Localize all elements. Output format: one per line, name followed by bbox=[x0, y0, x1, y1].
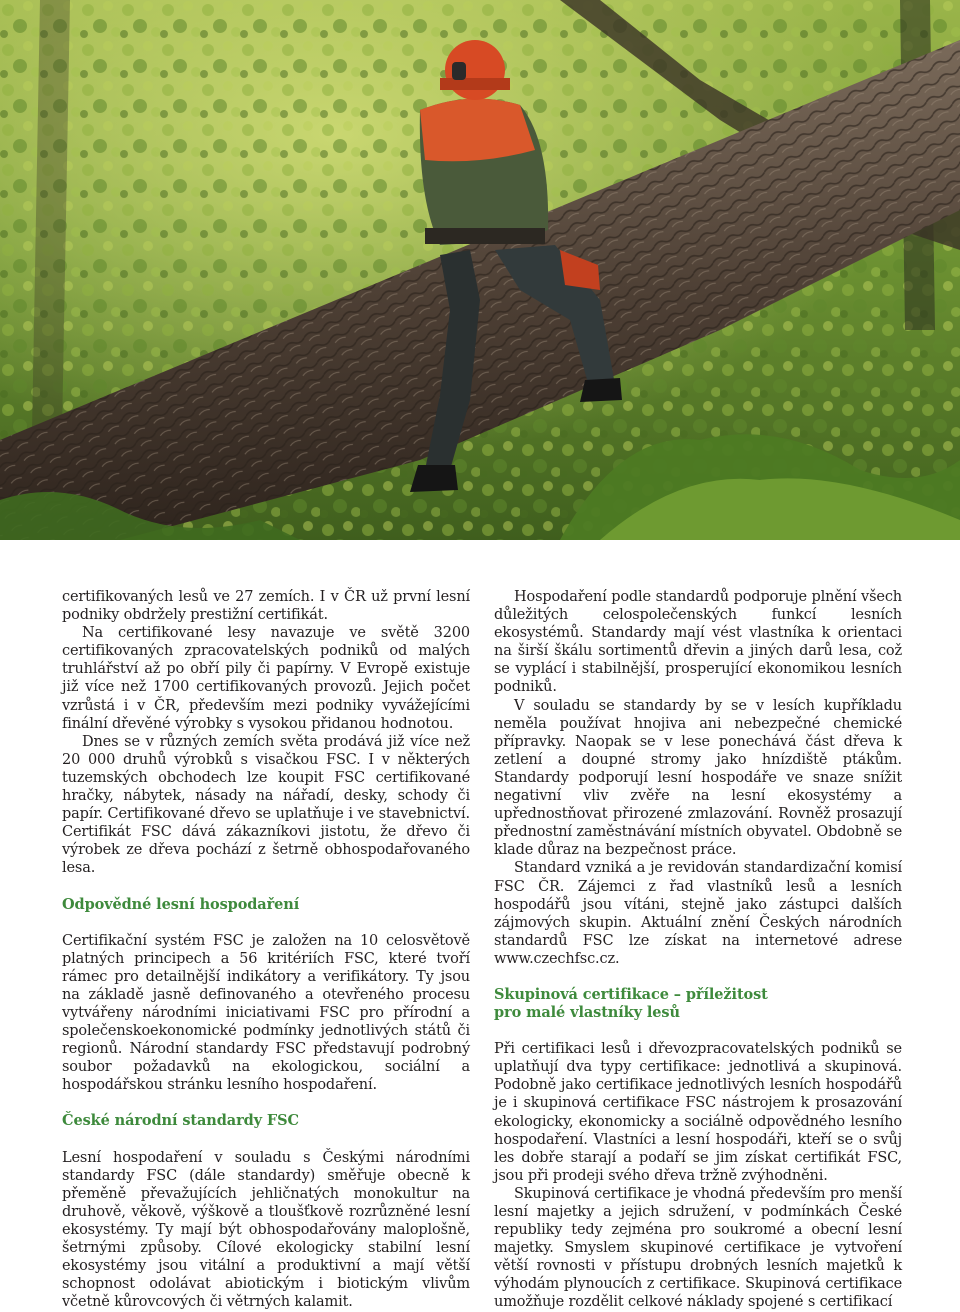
heading-czech-standards: České národní standardy FSC bbox=[62, 1112, 299, 1130]
heading-group-certification-line2: pro malé vlastníky lesů bbox=[494, 1004, 680, 1022]
heading-group-certification-line1: Skupinová certifikace – příležitost bbox=[494, 985, 768, 1003]
photo-illustration bbox=[0, 0, 960, 540]
right-paragraph-1: Hospodaření podle standardů podporuje plnění všech důležitých celospolečenských funkcí lesních ekosystémů. Standardy mají vést vlastníka k orientaci na širší škálu sortimentů dřevin a jiných darů lesa, což se vyplácí i stabilnější, prosperující ekonomikou lesních podniků. bbox=[494, 589, 902, 696]
forest-logging-photo bbox=[0, 0, 960, 540]
right-paragraph-2: V souladu se standardy by se v lesích kupříkladu neměla používat hnojiva ani nebezpečné chemické přípravky. Naopak se v lese ponechává část dřeva k zetlení a doupné stromy jako hnízdiště ptákům. Standardy podporují lesní hospodáře ve snaze snížit negativní vliv zvěře na lesní ekosystémy a upřednostňovat přirozené zmlazování. Rovněž prosazují přednostní zaměstnávání místních obyvatel. Obdobně se klade důraz na bezpečnost práce. bbox=[494, 697, 902, 859]
left-paragraph-1: certifikovaných lesů ve 27 zemích. I v ČR už první lesní podniky obdržely prestižní certifikát. bbox=[62, 589, 470, 624]
left-paragraph-3: Dnes se v různých zemích světa prodává již více než 20 000 druhů výrobků s visačkou FSC. I v některých tuzemských obchodech lze koupit FSC certifikované hračky, nábytek, násady na nářadí, desky, schody či papír. Certifikované dřevo se uplatňuje i ve stavebnictví. Certifikát FSC dává zákazníkovi jistotu, že dřevo či výrobek ze dřeva pochází z šetrně obhospodařovaného lesa. bbox=[62, 733, 470, 877]
right-paragraph-5: Skupinová certifikace je vhodná především pro menší lesní majetky a jejich sdružení, v podmínkách České republiky tedy zejména pro soukromé a obecní lesní majetky. Smyslem skupinové certifikace je vytvoření větší rovnosti v přístupu drobných lesních majetků k výhodám plynoucích z certifikace. Skupinová certifikace umožňuje rozdělit celkové náklady spojené s certifikací bbox=[494, 1185, 902, 1311]
left-column bbox=[62, 588, 470, 1311]
heading-responsible-forestry: Odpovědné lesní hospodaření bbox=[62, 895, 300, 913]
left-paragraph-2: Na certifikované lesy navazuje ve světě 3200 certifikovaných zpracovatelských podniků od malých truhlářství až po obří pily či papírny. V Evropě existuje již více než 1700 certifikovaných provozů. Jejich počet vzrůstá i v ČR, především mezi podniky vyvážejícími finální dřevěné výrobky s vysokou přidanou hodnotou. bbox=[62, 625, 470, 732]
right-paragraph-4: Při certifikaci lesů i dřevozpracovatelských podniků se uplatňují dva typy certifikace: jednotlivá a skupinová. Podobně jako certifikace jednotlivých lesních hospodářů je i skupinová certifikace FSC nástrojem k prosazování ekologicky, ekonomicky a sociálně odpovědného lesního hospodaření. Vlastníci a lesní hospodáři, kteří se o svůj les dobře starají a podaří se jim získat certifikát FSC, jsou při prodeji svého dřeva tržně zvýhodněni. bbox=[494, 1041, 902, 1184]
right-column bbox=[494, 588, 902, 1312]
left-paragraph-5: Lesní hospodaření v souladu s Českými národními standardy FSC (dále standardy) směřuje obecně k přeměně převažujících jehličnatých monokultur na druhově, věkově, výškově a tloušťkově rozrůzněné lesní ekosystémy. Ty mají být obhospodařovány maloplošně, šetrnými způsoby. Cílové ekologicky stabilní lesní ekosystémy jsou vitální a produktivní a mají větší schopnost odolávat abiotickým i biotickým vlivům včetně kůrovcových či větrných kalamit. bbox=[62, 1149, 470, 1311]
left-paragraph-4: Certifikační systém FSC je založen na 10 celosvětově platných principech a 56 kritériích FSC, které tvoří rámec pro detailnější indikátory a verifikátory. Ty jsou na základě jasně definovaného a otevřeného procesu vytvářeny národními iniciativami FSC pro přírodní a společenskoekonomické podmínky jednotlivých států či regionů. Národní standardy FSC představují podrobný soubor požadavků na ekologickou, sociální a hospodářskou stránku lesního hospodaření. bbox=[62, 932, 470, 1094]
right-paragraph-3: Standard vzniká a je revidován standardizační komisí FSC ČR. Zájemci z řad vlastníků lesů a lesních hospodářů jsou vítáni, stejně jako zástupci dalších zájmových skupin. Aktuální znění Českých národních standardů FSC lze získat na internetové adrese www.czechfsc.cz. bbox=[494, 860, 902, 967]
heading-group-certification bbox=[494, 986, 902, 1022]
